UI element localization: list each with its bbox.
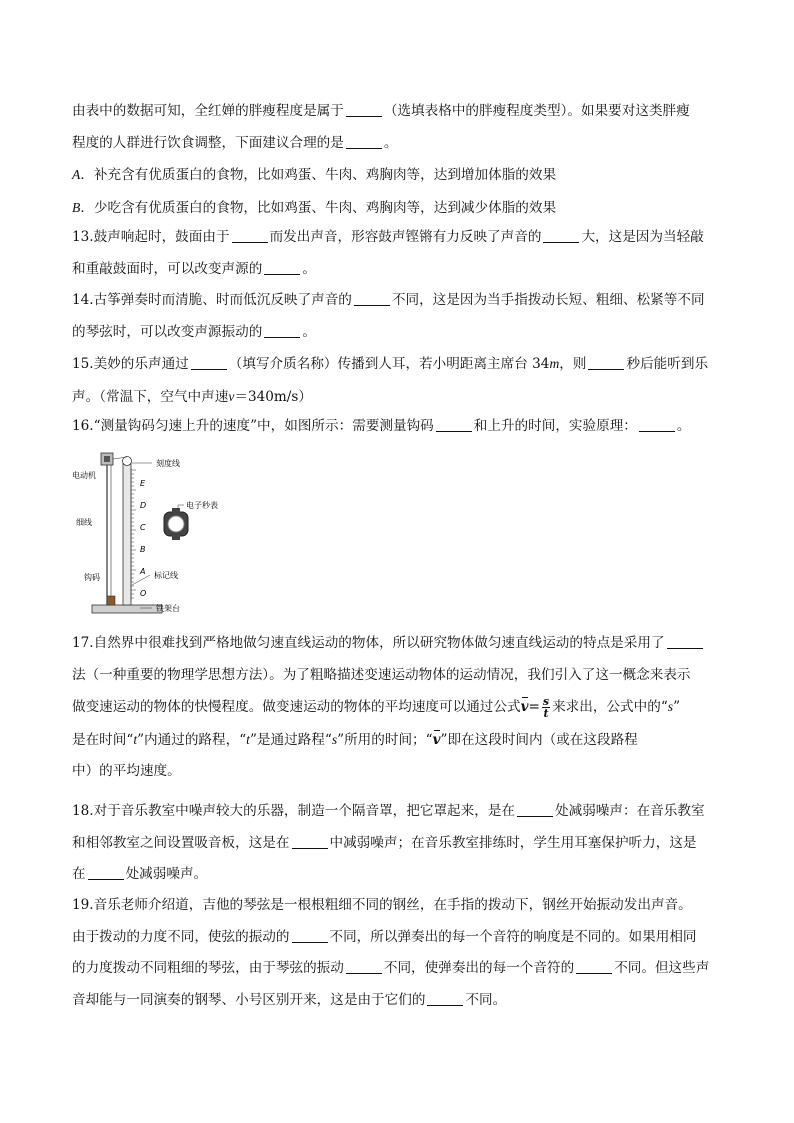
answer-blank[interactable] xyxy=(191,355,227,370)
answer-blank[interactable] xyxy=(292,834,328,849)
answer-blank[interactable] xyxy=(576,959,612,974)
ruler-letter: D xyxy=(140,501,147,510)
question-16: 16.“测量钩码匀速上升的速度”中，如图所示：需要测量钩码 和上升的时间，实验原理： 。 xyxy=(72,418,691,434)
answer-blank[interactable] xyxy=(232,228,268,243)
answer-blank[interactable] xyxy=(436,417,472,432)
average-velocity-symbol: v xyxy=(521,692,529,724)
q12-line1: 由表中的数据可知，全红婵的胖瘦程度是属于 （选填表格中的胖瘦程度类型）。如果要对这类胖瘦 xyxy=(72,103,690,119)
answer-blank[interactable] xyxy=(88,865,124,880)
answer-blank[interactable] xyxy=(264,323,300,338)
iron-stand-pole xyxy=(123,462,131,605)
stopwatch-label: 电子秒表 xyxy=(186,501,218,510)
question-14: 14.古筝弹奏时而清脆、时而低沉反映了声音的 不同，这是因为当手指拨动长短、粗细、松紧等不同 的琴弦时，可以改变声源振动的 。 xyxy=(72,292,705,340)
pulley-icon xyxy=(123,457,132,466)
formula-fraction: $\frac{s}{t}$ xyxy=(542,695,550,720)
answer-blank[interactable] xyxy=(292,928,328,943)
iron-stand-base xyxy=(92,605,162,613)
weight-icon xyxy=(107,596,115,605)
answer-blank[interactable] xyxy=(264,260,300,275)
question-13: 13.鼓声响起时，鼓面由于 而发出声音，形容鼓声铿锵有力反映了声音的 大，这是因为当轻敲 和重敲鼓面时，可以改变声源的 。 xyxy=(72,229,704,277)
answer-blank[interactable] xyxy=(667,634,703,649)
answer-blank[interactable] xyxy=(639,417,675,432)
answer-blank[interactable] xyxy=(427,991,463,1006)
answer-blank[interactable] xyxy=(346,102,382,117)
question-17: 17.自然界中很难找到严格地做匀速直线运动的物体，所以研究物体做匀速直线运动的特点是采用了 法（一种重要的物理学思想方法）。为了粗略描述变速运动物体的运动情况，我们引入了这一概念来表示 做变速运动的物体的快慢程度。做变速运动的物体的平均速度可以通过公式v= $\frac{s}{t}$ 来求出，公式中的“s” 是在时间“t”内通过的路程，“t”是通过路程“s”所用的时间；“v”即在这段时间内（或在这段路程 中）的平均速度。 xyxy=(72,628,722,788)
answer-blank[interactable] xyxy=(517,802,553,817)
ruler-letter: B xyxy=(140,545,146,554)
ruler-letter: O xyxy=(140,589,147,598)
question-18: 18.对于音乐教室中噪声较大的乐器，制造一个隔音罩，把它罩起来，是在 处减弱噪声：在音乐教室 和相邻教室之间设置吸音板，这是在 中减弱噪声；在音乐教室排练时，学生用耳塞保护听力，这是 在 处减弱噪声。 xyxy=(72,803,705,882)
answer-blank[interactable] xyxy=(588,355,624,370)
mark-label: 标记线 xyxy=(154,571,178,580)
question-15: 15.美妙的乐声通过 （填写介质名称）传播到人耳，若小明距离主席台 34m，则 秒后能听到乐 声。（常温下，空气中声速v＝340m/s） xyxy=(72,356,709,405)
option-a[interactable]: A．补充含有优质蛋白的食物，比如鸡蛋、牛肉、鸡胸肉等，达到增加体脂的效果 xyxy=(72,167,557,183)
ruler-letter: C xyxy=(140,523,146,532)
ruler-letter: A xyxy=(140,567,146,576)
q12-continuation xyxy=(72,96,722,224)
question-19: 19.音乐老师介绍道，吉他的琴弦是一根根粗细不同的钢丝，在手指的拨动下，钢丝开始振动发出声音。 由于拨动的力度不同，使弦的振动的 不同，所以弹奏出的每一个音符的响度是不同的。如果用相同 的力度拨动不同粗细的琴弦，由于琴弦的振动 不同，使弹奏出的每一个音符的 不同。但这些声 音却能与一同演奏的钢琴、小号区别开来，这是由于它们的 不同。 xyxy=(72,897,710,1008)
motor-label: 电动机 xyxy=(72,471,96,480)
option-b[interactable]: B．少吃含有优质蛋白的食物，比如鸡蛋、牛肉、鸡胸肉等，达到减少体脂的效果 xyxy=(72,199,557,216)
experiment-figure xyxy=(70,450,280,620)
string-label: 细线 xyxy=(76,518,92,527)
q12-line2: 程度的人群进行饮食调整，下面建议合理的是 。 xyxy=(72,134,398,151)
scale-label: 刻度线 xyxy=(156,459,180,468)
answer-blank[interactable] xyxy=(346,134,382,149)
stand-label: 铁架台 xyxy=(156,604,180,613)
stopwatch-icon xyxy=(164,508,188,540)
weight-label: 钩码 xyxy=(84,573,100,582)
answer-blank[interactable] xyxy=(354,291,390,306)
ruler-letter: E xyxy=(140,479,146,488)
answer-blank[interactable] xyxy=(543,228,579,243)
answer-blank[interactable] xyxy=(346,959,382,974)
